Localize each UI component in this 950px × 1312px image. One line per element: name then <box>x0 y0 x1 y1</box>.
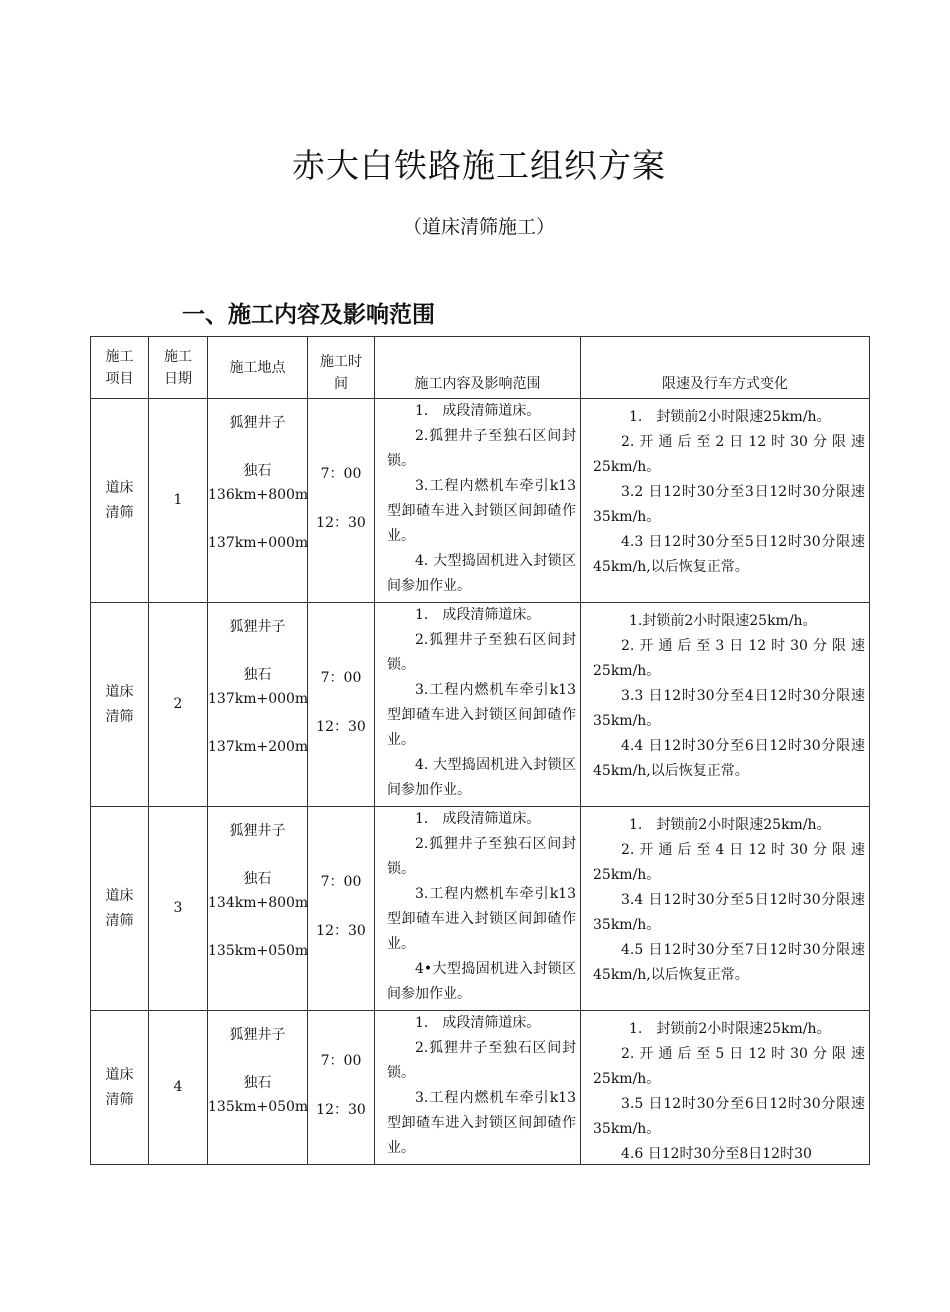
content-item: 1. 成段清筛道床。 <box>415 811 541 827</box>
document-title: 赤大白铁路施工组织方案 <box>292 146 666 185</box>
content-cell <box>375 399 581 603</box>
km-from: 134km+800m <box>208 895 309 911</box>
project-cell <box>91 399 149 603</box>
header-project <box>91 337 149 399</box>
project-text: 道床 <box>105 683 134 700</box>
header-time-line2: 间 <box>334 376 348 392</box>
time-end: 12：30 <box>316 719 366 735</box>
content-item: 2.狐狸井子至独石区间封锁。 <box>387 836 576 877</box>
header-date-line2: 日期 <box>164 370 192 387</box>
time-block <box>308 399 374 536</box>
time-cell <box>308 399 375 603</box>
content-item: 1. 成段清筛道床。 <box>415 403 541 419</box>
content-cell <box>375 1011 581 1165</box>
project-text: 清筛 <box>105 504 134 521</box>
header-time-line1: 施工时 <box>320 354 362 370</box>
project-cell <box>91 1011 149 1165</box>
location-cell <box>208 807 308 1011</box>
speed-item: 4.6 日12时30分至8日12时30 <box>621 1146 812 1162</box>
time-block <box>308 603 374 740</box>
content-item: 3.工程内燃机车牵引k13型卸碴车进入封锁区间卸碴作业。 <box>387 682 576 748</box>
location-start: 狐狸井子 <box>229 415 286 431</box>
table-row <box>91 399 870 603</box>
speed-item: 3.5 日12时30分至6日12时30分限速35km/h。 <box>593 1096 865 1137</box>
speed-item: 2.开通后至5日12时30分限速25km/h。 <box>593 1046 865 1087</box>
header-content: 施工内容及影响范围 <box>375 337 581 399</box>
speed-block <box>581 603 869 806</box>
construction-table <box>90 336 870 1165</box>
project-text: 清筛 <box>105 708 134 725</box>
spacer <box>308 691 374 715</box>
speed-block <box>581 399 869 602</box>
location-block <box>208 603 307 759</box>
spacer <box>208 1047 307 1071</box>
speed-cell <box>581 807 870 1011</box>
date-cell: 1 <box>149 399 208 603</box>
speed-item: 3.2 日12时30分至3日12时30分限速35km/h。 <box>593 484 865 525</box>
project-text: 道床 <box>105 479 134 496</box>
location-end: 独石 <box>243 463 272 479</box>
time-start: 7：00 <box>320 874 362 890</box>
km-from: 135km+050m <box>208 1099 309 1115</box>
content-item: 4. 大型捣固机进入封锁区间参加作业。 <box>387 757 576 798</box>
date-cell: 3 <box>149 807 208 1011</box>
content-item: 2.狐狸井子至独石区间封锁。 <box>387 428 576 469</box>
project-text: 道床 <box>105 887 134 904</box>
speed-item: 3.4 日12时30分至5日12时30分限速35km/h。 <box>593 892 865 933</box>
speed-item: 2.开通后至3日12时30分限速25km/h。 <box>593 638 865 679</box>
location-start: 狐狸井子 <box>229 823 286 839</box>
content-block <box>375 399 580 596</box>
spacer <box>308 1074 374 1098</box>
project-cell <box>91 807 149 1011</box>
header-project-line2: 项目 <box>105 370 134 387</box>
time-start: 7：00 <box>320 466 362 482</box>
content-item: 4•大型捣固机进入封锁区间参加作业。 <box>387 961 576 1002</box>
content-block <box>375 807 580 1004</box>
project-text: 清筛 <box>105 912 134 929</box>
content-item: 3.工程内燃机车牵引k13型卸碴车进入封锁区间卸碴作业。 <box>387 478 576 544</box>
content-item: 4. 大型捣固机进入封锁区间参加作业。 <box>387 553 576 594</box>
time-end: 12：30 <box>316 923 366 939</box>
header-date <box>149 337 208 399</box>
spacer <box>208 435 307 459</box>
location-block <box>208 399 307 555</box>
table-row <box>91 1011 870 1165</box>
speed-item: 1. 封锁前2小时限速25km/h。 <box>629 409 831 425</box>
time-block <box>308 807 374 944</box>
time-start: 7：00 <box>320 670 362 686</box>
speed-cell <box>581 399 870 603</box>
content-item: 2.狐狸井子至独石区间封锁。 <box>387 1040 576 1081</box>
header-date-line1: 施工 <box>164 348 192 365</box>
time-cell <box>308 603 375 807</box>
spacer <box>208 507 307 531</box>
table-row <box>91 807 870 1011</box>
content-item: 3.工程内燃机车牵引k13型卸碴车进入封锁区间卸碴作业。 <box>387 1090 576 1156</box>
location-cell <box>208 603 308 807</box>
content-item: 3.工程内燃机车牵引k13型卸碴车进入封锁区间卸碴作业。 <box>387 886 576 952</box>
time-cell <box>308 807 375 1011</box>
time-end: 12：30 <box>316 515 366 531</box>
km-to: 137km+200m <box>208 739 309 755</box>
time-end: 12：30 <box>316 1102 366 1118</box>
table-row <box>91 603 870 807</box>
header-speed: 限速及行车方式变化 <box>581 337 870 399</box>
km-from: 136km+800m <box>208 487 309 503</box>
speed-item: 2.开通后至4日12时30分限速25km/h。 <box>593 842 865 883</box>
location-block <box>208 1011 307 1119</box>
spacer <box>208 711 307 735</box>
speed-block <box>581 1011 869 1164</box>
location-start: 狐狸井子 <box>229 1027 286 1043</box>
speed-item: 2.开通后至2日12时30分限速25km/h。 <box>593 434 865 475</box>
location-end: 独石 <box>243 667 272 683</box>
speed-item: 3.3 日12时30分至4日12时30分限速35km/h。 <box>593 688 865 729</box>
spacer <box>208 843 307 867</box>
speed-item: 4.5 日12时30分至7日12时30分限速45km/h,以后恢复正常。 <box>593 942 865 983</box>
project-cell <box>91 603 149 807</box>
content-item: 2.狐狸井子至独石区间封锁。 <box>387 632 576 673</box>
date-cell: 4 <box>149 1011 208 1165</box>
table-header-row <box>91 337 870 399</box>
km-to: 137km+000m <box>208 535 309 551</box>
section-heading: 一、施工内容及影响范围 <box>182 302 435 328</box>
content-cell <box>375 603 581 807</box>
content-block <box>375 603 580 800</box>
speed-item: 4.3 日12时30分至5日12时30分限速45km/h,以后恢复正常。 <box>593 534 865 575</box>
spacer <box>208 639 307 663</box>
header-project-line1: 施工 <box>105 348 134 365</box>
speed-item: 4.4 日12时30分至6日12时30分限速45km/h,以后恢复正常。 <box>593 738 865 779</box>
time-cell <box>308 1011 375 1165</box>
content-item: 1. 成段清筛道床。 <box>415 1015 541 1031</box>
speed-block <box>581 807 869 1010</box>
location-end: 独石 <box>243 1075 272 1091</box>
content-cell <box>375 807 581 1011</box>
speed-item: 1. 封锁前2小时限速25km/h。 <box>629 1021 831 1037</box>
header-time <box>308 337 375 399</box>
project-text: 道床 <box>105 1066 134 1083</box>
time-start: 7：00 <box>320 1053 362 1069</box>
spacer <box>208 915 307 939</box>
document-subtitle: （道床清筛施工） <box>402 216 555 238</box>
date-cell: 2 <box>149 603 208 807</box>
speed-cell <box>581 1011 870 1165</box>
location-start: 狐狸井子 <box>229 619 286 635</box>
spacer <box>308 895 374 919</box>
speed-cell <box>581 603 870 807</box>
speed-item: 1. 封锁前2小时限速25km/h。 <box>629 817 831 833</box>
project-text: 清筛 <box>105 1091 134 1108</box>
location-cell <box>208 399 308 603</box>
header-location: 施工地点 <box>208 337 308 399</box>
content-block <box>375 1011 580 1158</box>
location-block <box>208 807 307 963</box>
spacer <box>308 487 374 511</box>
km-from: 137km+000m <box>208 691 309 707</box>
time-block <box>308 1011 374 1123</box>
location-end: 独石 <box>243 871 272 887</box>
location-cell <box>208 1011 308 1165</box>
km-to: 135km+050m <box>208 943 309 959</box>
content-item: 1. 成段清筛道床。 <box>415 607 541 623</box>
speed-item: 1.封锁前2小时限速25km/h。 <box>629 613 817 629</box>
